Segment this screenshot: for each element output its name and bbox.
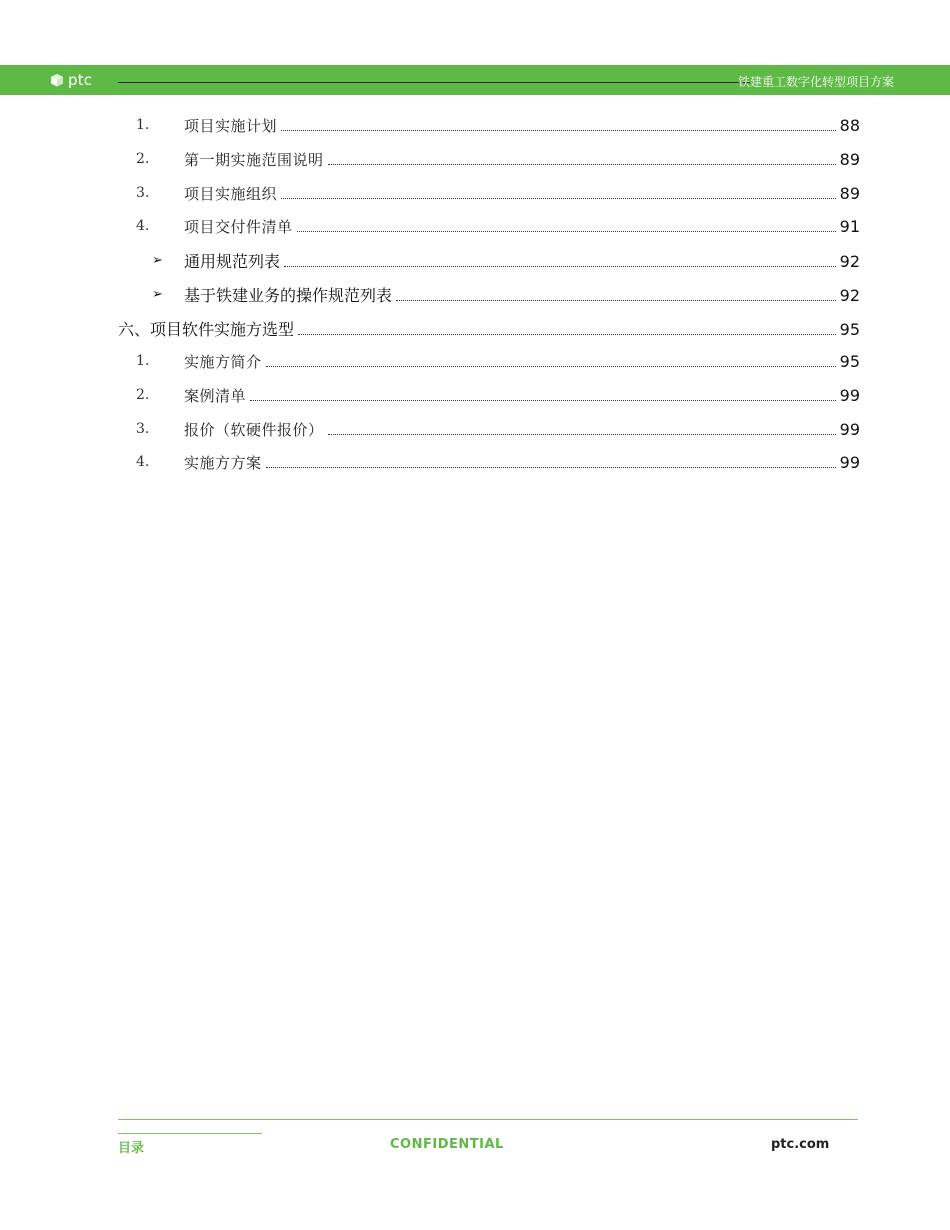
toc-leader-dots — [298, 334, 836, 335]
footer-website: ptc.com — [771, 1137, 830, 1152]
toc-entry[interactable] — [0, 346, 950, 376]
toc-entry-page: 95 — [839, 319, 860, 339]
toc-entry-label: 项目实施计划 — [184, 116, 278, 135]
document-title: 铁建重工数字化转型项目方案 — [737, 75, 894, 89]
toc-entry[interactable] — [0, 447, 950, 477]
toc-entry-number: 2. — [136, 387, 150, 403]
footer-rule — [118, 1119, 858, 1120]
footer-confidential: CONFIDENTIAL — [390, 1137, 504, 1152]
toc-entry-page: 91 — [839, 216, 860, 236]
toc-entry-label: 通用规范列表 — [184, 251, 281, 271]
toc-entry[interactable] — [0, 211, 950, 241]
toc-entry-page: 89 — [839, 149, 860, 169]
toc-entry-number: 3. — [136, 421, 150, 437]
toc-leader-dots — [297, 231, 836, 232]
arrow-bullet-icon: ➢ — [152, 252, 163, 268]
ptc-cube-icon — [50, 73, 64, 87]
logo-text: ptc — [68, 71, 93, 89]
toc-entry-label: 第一期实施范围说明 — [184, 150, 324, 169]
toc-leader-dots — [328, 164, 836, 165]
toc-entry-number: 4. — [136, 454, 150, 470]
toc-entry-page: 89 — [839, 183, 860, 203]
toc-entry-page: 92 — [839, 251, 860, 271]
footer-section-name: 目录 — [118, 1141, 145, 1156]
toc-entry-page: 99 — [839, 452, 860, 472]
toc-entry-label: 基于铁建业务的操作规范列表 — [184, 285, 393, 305]
toc-entry-number: 1. — [136, 353, 150, 369]
toc-entry-page: 99 — [839, 419, 860, 439]
toc-entry-label: 项目交付件清单 — [184, 217, 293, 236]
toc-entry-page: 88 — [839, 115, 860, 135]
toc-leader-dots — [250, 400, 836, 401]
toc-entry[interactable] — [0, 110, 950, 140]
toc-leader-dots — [281, 198, 836, 199]
toc-leader-dots — [281, 130, 836, 131]
toc-entry-label: 报价（软硬件报价） — [184, 420, 324, 439]
toc-entry-page: 99 — [839, 385, 860, 405]
toc-entry-page: 95 — [839, 351, 860, 371]
arrow-bullet-icon: ➢ — [152, 286, 163, 302]
toc-entry[interactable] — [0, 380, 950, 410]
toc-entry[interactable] — [0, 178, 950, 208]
toc-entry-label: 项目实施组织 — [184, 184, 278, 203]
toc-entry-label: 实施方方案 — [184, 453, 262, 472]
toc-entry-label: 实施方简介 — [184, 352, 262, 371]
footer-rule-short — [118, 1133, 262, 1134]
toc-section-entry[interactable] — [0, 313, 950, 343]
toc-leader-dots — [266, 366, 836, 367]
toc-leader-dots — [396, 300, 836, 301]
toc-leader-dots — [328, 434, 836, 435]
toc-entry[interactable] — [0, 279, 950, 309]
toc-entry-page: 92 — [839, 285, 860, 305]
ptc-logo — [50, 70, 92, 90]
toc-entry-number: 4. — [136, 218, 150, 234]
toc-leader-dots — [266, 467, 836, 468]
toc-entry-number: 1. — [136, 117, 150, 133]
toc-entry-number: 2. — [136, 151, 150, 167]
toc-section-label: 六、项目软件实施方选型 — [118, 319, 295, 339]
toc-entry-number: 3. — [136, 185, 150, 201]
toc-entry[interactable] — [0, 414, 950, 444]
toc-entry[interactable] — [0, 245, 950, 275]
header-rule — [118, 82, 750, 83]
toc-entry-label: 案例清单 — [184, 386, 247, 405]
toc-entry[interactable] — [0, 144, 950, 174]
toc-leader-dots — [284, 266, 836, 267]
